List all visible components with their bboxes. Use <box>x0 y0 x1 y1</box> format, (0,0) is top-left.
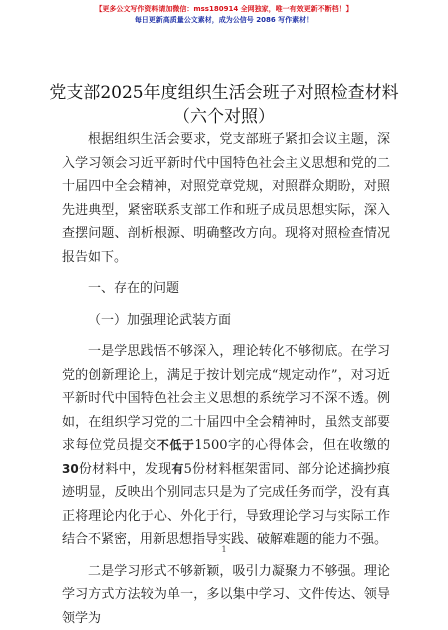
para1-number-e: 30 <box>62 462 79 476</box>
title-line-2: （六个对照） <box>0 105 448 129</box>
document-body <box>62 128 390 630</box>
para1-number-h: 5 <box>184 462 192 477</box>
para1-text-i: 份材料框架雷同、部分论述摘抄痕迹明显，反映出个别同志只是为了完成任务而学，没有真正将理论内化于心、外化于行，导致理论学习与实际工作结合不紧密，用新思想指导实践、破解难题的能力不强。 <box>62 462 390 548</box>
section-heading-1: 一、存在的问题 <box>62 277 390 301</box>
title-line-1: 党支部2025年度组织生活会班子对照检查材料 <box>0 81 448 105</box>
para1-number-c: 1500 <box>194 438 227 453</box>
para1-text-a: 一是学思践悟不够深入，理论转化不够彻底。在学习党的创新理论上，满足于按计划完成“规定动作”，对习近平新时代中国特色社会主义思想的系统学习不深不透。例如，在组织学习党的二十届四中全会精神时，虽然支部要求每位党员提交 <box>62 344 390 453</box>
promo-banner <box>0 4 448 26</box>
problem-paragraph-1 <box>62 340 390 552</box>
promo-line-1: 【更多公文写作资料请加微信：mss180914 全网独家，唯一有效更新不断档！】 <box>0 4 448 15</box>
problem-paragraph-2: 二是学习形式不够新颖，吸引力凝聚力不够强。理论学习方式方法较为单一，多以集中学习、文件传达、领导领学为 <box>62 560 390 630</box>
para1-emph-b: 不低于 <box>157 438 195 452</box>
page-number: 1 <box>0 545 448 554</box>
para1-emph-g: 有 <box>171 462 183 476</box>
document-title <box>0 81 448 129</box>
para1-text-d: 字的心得体会，但在收缴的 <box>228 438 390 453</box>
promo-line-2: 每日更新高质量公文素材，成为公信号 2086 写作素材！ <box>0 15 448 26</box>
subsection-heading-1: （一）加强理论武装方面 <box>62 309 390 333</box>
para1-text-f: 份材料中，发现 <box>79 462 172 477</box>
intro-paragraph: 根据组织生活会要求，党支部班子紧扣会议主题，深入学习领会习近平新时代中国特色社会主义思想和党的二十届四中全会精神，对照党章党规，对照群众期盼，对照先进典型，紧密联系支部工作和班子成员思想实际，深入查摆问题、剖析根源、明确整改方向。现将对照检查情况报告如下。 <box>62 128 390 269</box>
